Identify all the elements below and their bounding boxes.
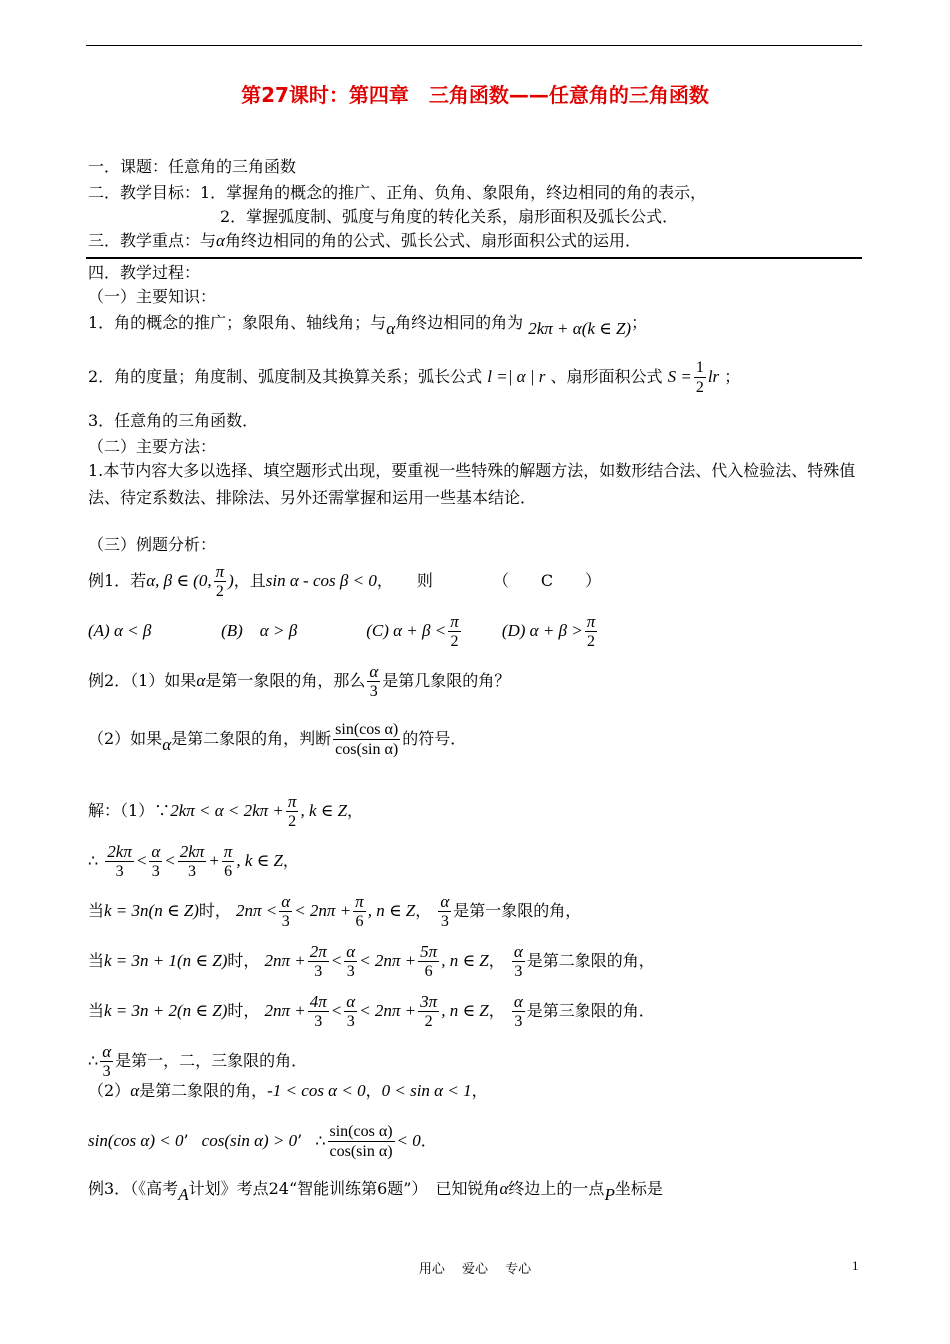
solution-line-4: 当k = 3n + 1(n ∈ Z)时， 2nπ + $\frac{2\pi}{3}$ < $\frac{\alpha}{3}$ < 2nπ + $\frac{5\pi}{6}$ , n ∈ Z， $\frac{\alpha}{3}$ 是第二象限的角， bbox=[88, 942, 655, 980]
page-footer: 用心 爱心 专心 bbox=[418, 1262, 532, 1277]
line-methods-head: （二）主要方法： bbox=[88, 437, 217, 456]
line-examples-head: （三）例题分析： bbox=[88, 535, 217, 554]
line-goals-2: 2．掌握弧度制、弧度与角度的转化关系，扇形面积及弧长公式． bbox=[220, 207, 679, 226]
line-goals-1: 二．教学目标：1．掌握角的概念的推广、正角、负角、象限角，终边相同的角的表示， bbox=[88, 183, 707, 202]
solution-line-7: （2）α是第二象限的角，-1 < cos α < 0，0 < sin α < 1， bbox=[88, 1081, 488, 1100]
solution-line-3: 当k = 3n(n ∈ Z)时， 2nπ < $\frac{\alpha}{3}$ < 2nπ + $\frac{\pi}{6}$ , n ∈ Z， $\frac{\alpha}{3}$ 是第一象限的角， bbox=[88, 892, 582, 930]
example-1-options: (A) α < β (B) α > β (C) α + β < $\frac{\pi}{2}$ (D) α + β > $\frac{\pi}{2}$ bbox=[88, 612, 596, 650]
example-1: 例1．若α, β ∈ (0, $\frac{\pi}{2}$ )，且sin α - cos β < 0， 则 （ C ） bbox=[88, 562, 602, 600]
line-topic: 一．课题：任意角的三角函数 bbox=[88, 157, 297, 176]
line-knowledge-2: 2．角的度量；角度制、弧度制及其换算关系；弧长公式 l =| α | r 、扇形面积公式 S = $\frac{1}{2}$ lr ； bbox=[88, 359, 741, 396]
solution-line-2: ∴ $\frac{2k\pi}{3}$ < $\frac{\alpha}{3}$ < $\frac{2k\pi}{3}$ + $\frac{\pi}{6}$ , k ∈ Z， bbox=[88, 842, 299, 880]
line-knowledge-3: 3．任意角的三角函数． bbox=[88, 411, 259, 430]
example-2-part-2: （2）如果α是第二象限的角，判断 $\frac{\text{sin(cos α)}}{\text{cos(sin α)}}$ 的符号． bbox=[88, 721, 467, 758]
example-2-part-1: 例2．（1）如果α是第一象限的角，那么 $\frac{\alpha}{3}$ 是第几象限的角？ bbox=[88, 662, 511, 700]
example-3: 例3．（《高考A计划》考点24“智能训练第6题”） 已知锐角α终边上的一点P坐标是 bbox=[88, 1179, 663, 1204]
line-knowledge-1: 1．角的概念的推广；象限角、轴线角；与α角终边相同的角为 2kπ + α(k ∈ Z)； bbox=[88, 313, 648, 338]
page-number: 1 bbox=[852, 1258, 859, 1273]
section-rule bbox=[86, 257, 862, 259]
solution-line-1: 解：（1）∵2kπ < α < 2kπ + $\frac{\pi}{2}$ , k ∈ Z， bbox=[88, 792, 364, 830]
line-methods-1: 1.本节内容大多以选择、填空题形式出现，要重视一些特殊的解题方法，如数形结合法、代入检验法、特殊值法、待定系数法、排除法、另外还需掌握和运用一些基本结论． bbox=[88, 461, 856, 507]
line-keypoints: 三．教学重点：与α角终边相同的角的公式、弧长公式、扇形面积公式的运用． bbox=[88, 231, 641, 250]
line-knowledge-head: （一）主要知识： bbox=[88, 287, 217, 306]
line-process: 四．教学过程： bbox=[88, 263, 201, 282]
solution-line-6: ∴ $\frac{\alpha}{3}$ 是第一，二，三象限的角． bbox=[88, 1042, 308, 1080]
page-title: 第27课时：第四章 三角函数——任意角的三角函数 bbox=[241, 83, 709, 107]
top-rule bbox=[86, 45, 862, 46]
solution-line-5: 当k = 3n + 2(n ∈ Z)时， 2nπ + $\frac{4\pi}{3}$ < $\frac{\alpha}{3}$ < 2nπ + $\frac{3\pi}{2}$ , n ∈ Z， $\frac{\alpha}{3}$ 是第三象限的角． bbox=[88, 992, 655, 1030]
solution-line-8: sin(cos α) < 0’ cos(sin α) > 0’ ∴ $\frac{\text{sin(cos α)}}{\text{cos(sin α)}}$ < 0． bbox=[88, 1123, 437, 1160]
